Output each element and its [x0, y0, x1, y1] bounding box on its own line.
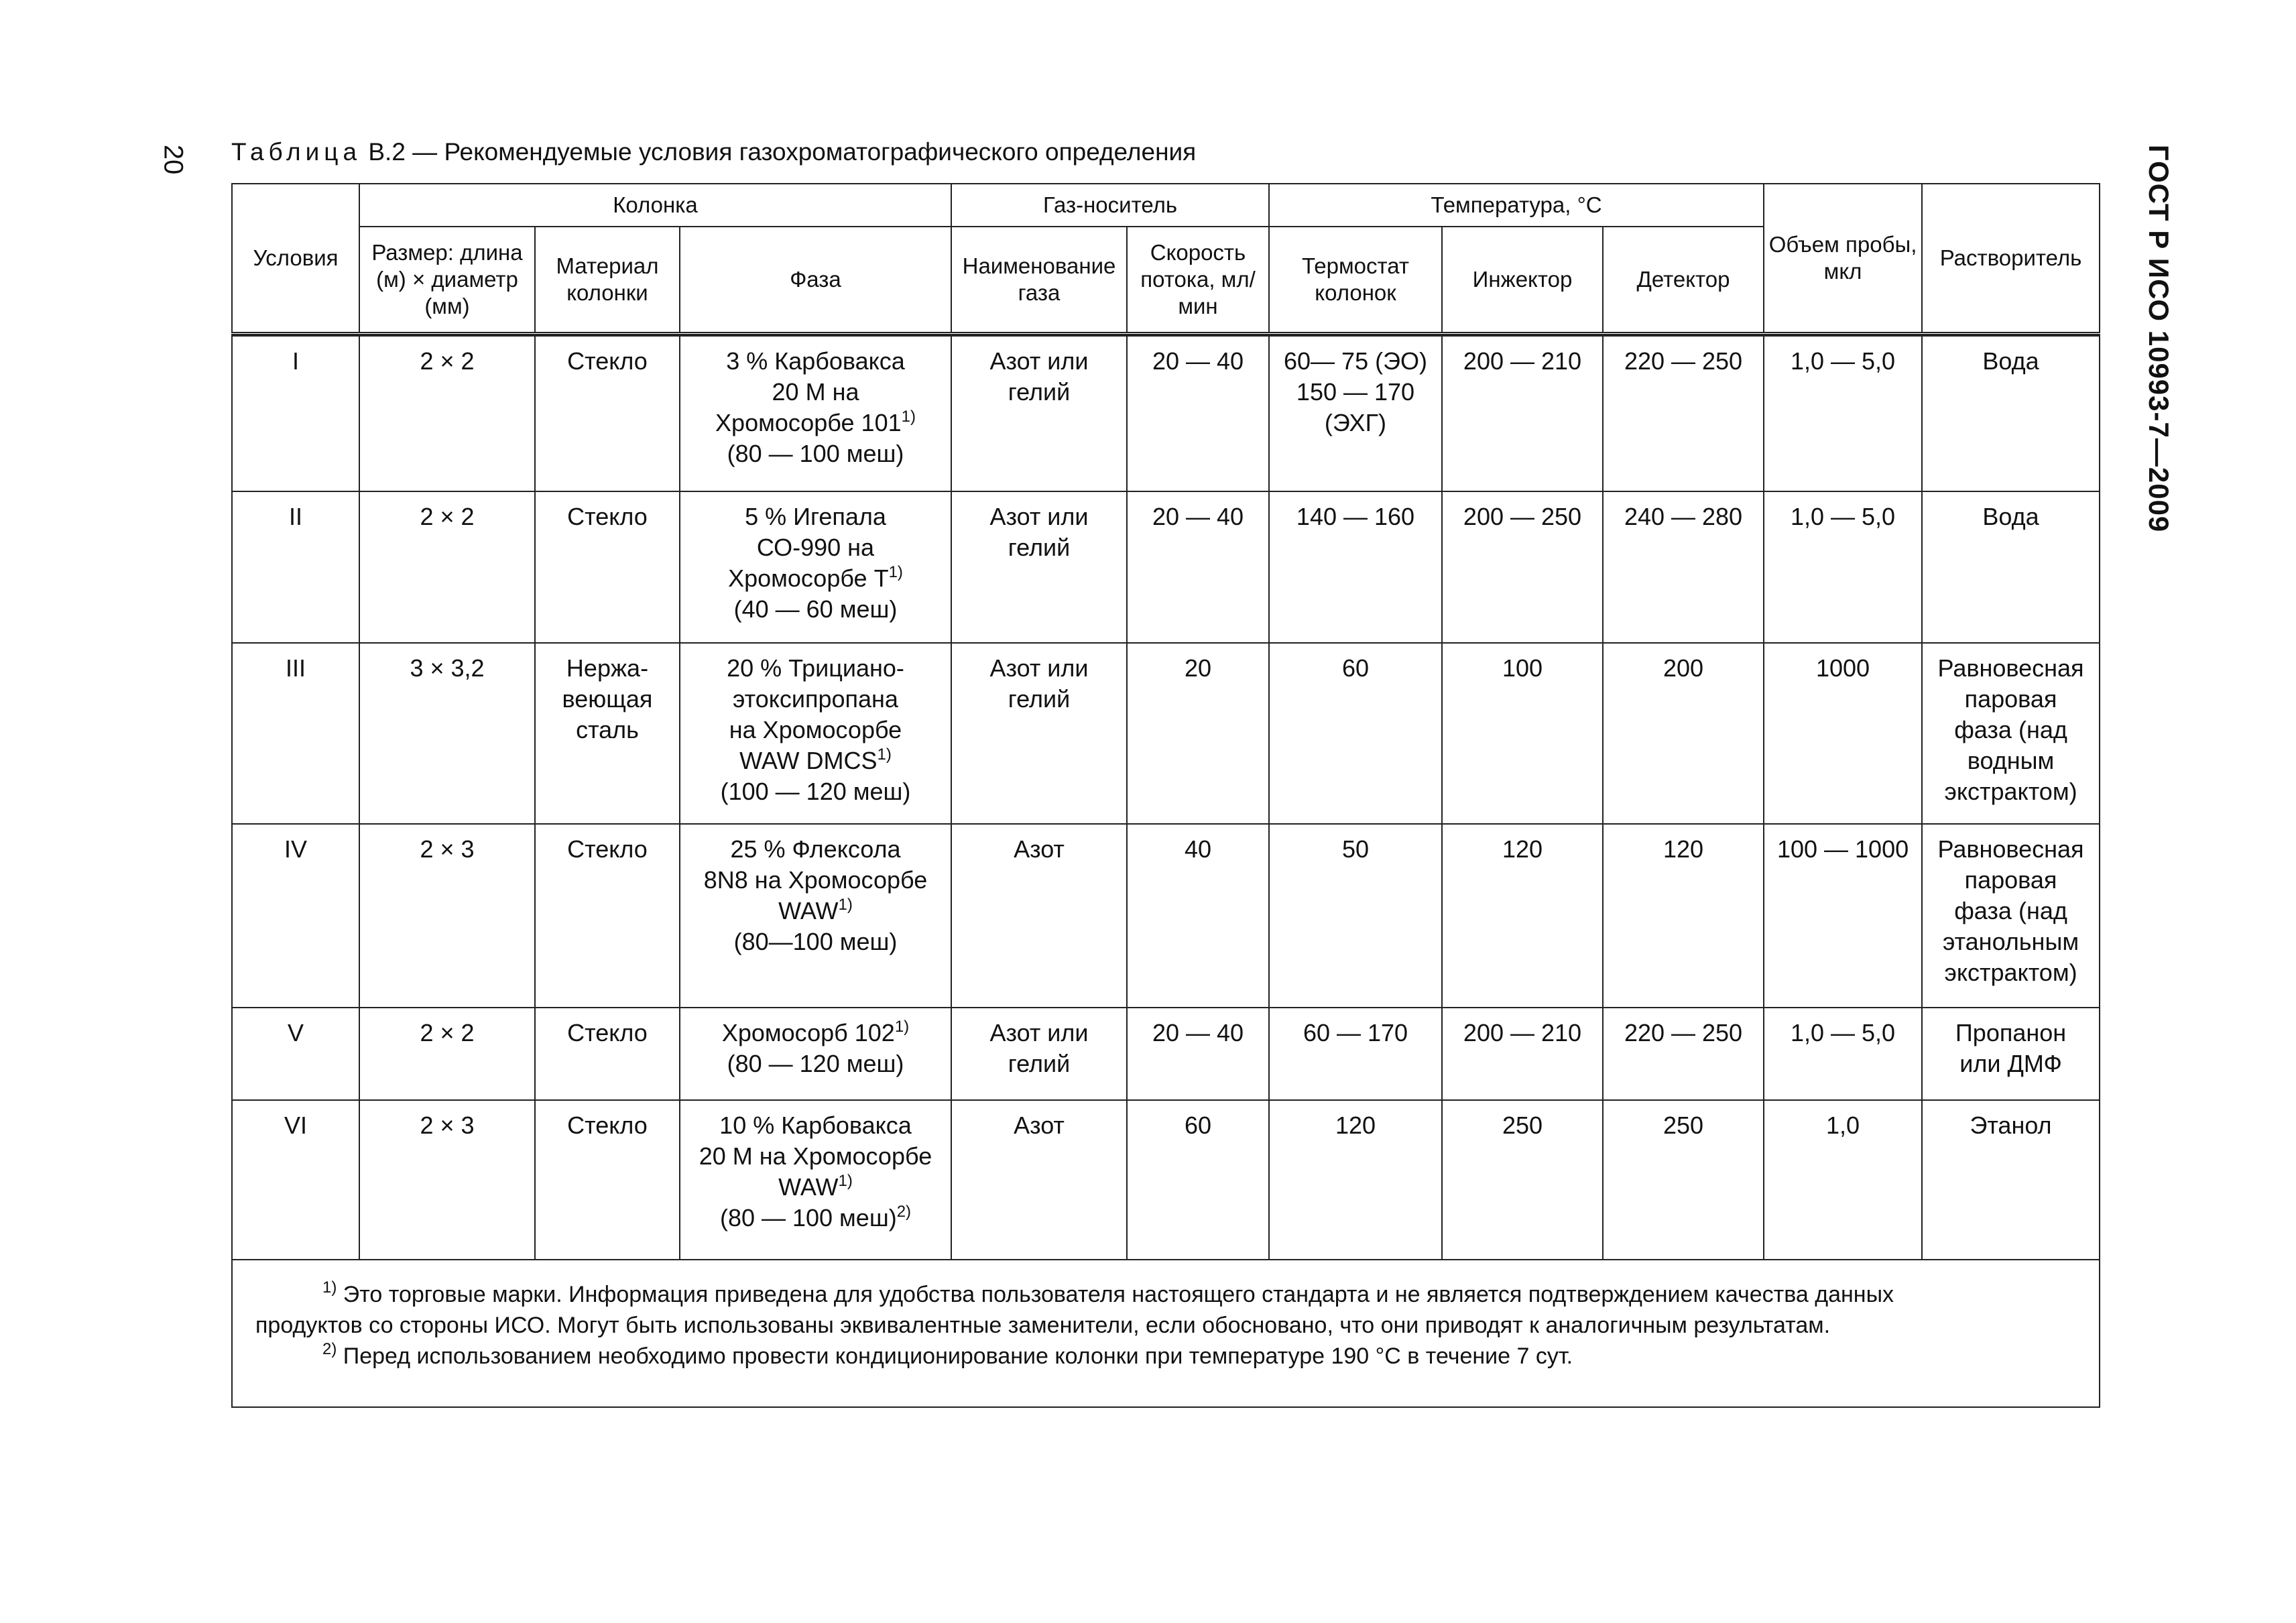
cell-gas: Азот или гелий	[951, 1008, 1127, 1100]
cell-sample-volume: 1,0 — 5,0	[1764, 1008, 1922, 1100]
cell-size: 2 × 2	[359, 1008, 535, 1100]
header-phase: Фаза	[680, 227, 951, 334]
header-temperature-group: Температура, °С	[1269, 184, 1764, 227]
footnotes-row	[232, 1260, 2100, 1407]
cell-sample-volume: 100 — 1000	[1764, 824, 1922, 1008]
caption-prefix: Таблица	[231, 138, 362, 166]
cell-injector: 200 — 210	[1442, 336, 1603, 491]
cell-material: Стекло	[535, 336, 680, 491]
cell-solvent: Вода	[1922, 491, 2100, 643]
document-code: ГОСТ Р ИСО 10993-7—2009	[2143, 144, 2175, 533]
cell-thermostat: 60 — 170	[1269, 1008, 1442, 1100]
cell-size: 3 × 3,2	[359, 643, 535, 824]
cell-solvent: Вода	[1922, 336, 2100, 491]
header-column-group: Колонка	[359, 184, 951, 227]
cell-thermostat: 60— 75 (ЭО) 150 — 170 (ЭХГ)	[1269, 336, 1442, 491]
cell-flow-rate: 20 — 40	[1127, 336, 1269, 491]
header-thermostat: Термостат колонок	[1269, 227, 1442, 334]
footnote-ref: 1)	[888, 563, 903, 581]
cell-thermostat: 60	[1269, 643, 1442, 824]
cell-flow-rate: 20	[1127, 643, 1269, 824]
cell-solvent: Этанол	[1922, 1100, 2100, 1260]
cell-phase: 10 % Карбовакса 20 М на Хромосорбе WAW$^{1)}$ (80 — 100 меш)$^{2)}$	[680, 1100, 951, 1260]
footnote-ref: 1)	[877, 745, 892, 764]
cell-gas: Азот или гелий	[951, 643, 1127, 824]
cell-material: Стекло	[535, 491, 680, 643]
footnote-1-continued: продуктов со стороны ИСО. Могут быть использованы эквивалентные заменители, если обосновано, что они приводят к аналогичным результатам.	[255, 1313, 1831, 1338]
cell-conditions: IV	[232, 824, 359, 1008]
footnote-ref: 2)	[896, 1203, 912, 1221]
footnote-2: $^{2)}$ Перед использованием необходимо провести кондиционирование колонки при температуре 190 °С в течение 7 сут.	[322, 1340, 1573, 1369]
cell-phase: 3 % Карбовакса 20 М на Хромосорбе 101$^{1)}$ (80 — 100 меш)	[680, 336, 951, 491]
caption-text: В.2 — Рекомендуемые условия газохроматографического определения	[361, 138, 1197, 166]
cell-flow-rate: 20 — 40	[1127, 491, 1269, 643]
cell-detector: 200	[1603, 643, 1764, 824]
header-detector: Детектор	[1603, 227, 1764, 334]
cell-sample-volume: 1,0	[1764, 1100, 1922, 1260]
cell-sample-volume: 1,0 — 5,0	[1764, 336, 1922, 491]
table-row	[232, 643, 2100, 824]
cell-size: 2 × 2	[359, 491, 535, 643]
footnote-ref: 1)	[838, 1172, 853, 1190]
cell-phase: 25 % Флексола 8N8 на Хромосорбе WAW$^{1)}$ (80—100 меш)	[680, 824, 951, 1008]
header-solvent: Растворитель	[1922, 184, 2100, 334]
cell-phase: 20 % Трициано- этоксипропана на Хромосорбе WAW DMCS$^{1)}$ (100 — 120 меш)	[680, 643, 951, 824]
cell-phase: 5 % Игепала СО-990 на Хромосорбе $Т^{1)}$ (40 — 60 меш)	[680, 491, 951, 643]
cell-gas: Азот	[951, 1100, 1127, 1260]
cell-injector: 100	[1442, 643, 1603, 824]
header-gas-group: Газ-носитель	[951, 184, 1269, 227]
table-row	[232, 1008, 2100, 1100]
header-size: Размер: длина (м) × диаметр (мм)	[359, 227, 535, 334]
cell-conditions: VI	[232, 1100, 359, 1260]
table-row	[232, 336, 2100, 491]
cell-conditions: II	[232, 491, 359, 643]
cell-conditions: I	[232, 336, 359, 491]
cell-flow-rate: 60	[1127, 1100, 1269, 1260]
cell-detector: 120	[1603, 824, 1764, 1008]
page-number: 20	[158, 144, 188, 175]
cell-flow-rate: 20 — 40	[1127, 1008, 1269, 1100]
cell-injector: 200 — 210	[1442, 1008, 1603, 1100]
cell-solvent: Равновесная паровая фаза (над этанольным экстрактом)	[1922, 824, 2100, 1008]
table-row	[232, 491, 2100, 643]
cell-conditions: III	[232, 643, 359, 824]
cell-detector: 240 — 280	[1603, 491, 1764, 643]
cell-detector: 220 — 250	[1603, 336, 1764, 491]
cell-thermostat: 120	[1269, 1100, 1442, 1260]
cell-sample-volume: 1,0 — 5,0	[1764, 491, 1922, 643]
footnote-1: $^{1)}$ Это торговые марки. Информация приведена для удобства пользователя настоящего стандарта и не является подтверждением качества данных	[322, 1278, 1894, 1307]
cell-conditions: V	[232, 1008, 359, 1100]
cell-thermostat: 140 — 160	[1269, 491, 1442, 643]
cell-size: 2 × 3	[359, 1100, 535, 1260]
cell-solvent: Равновесная паровая фаза (над водным экстрактом)	[1922, 643, 2100, 824]
cell-gas: Азот или гелий	[951, 336, 1127, 491]
header-material: Материал колонки	[535, 227, 680, 334]
cell-injector: 120	[1442, 824, 1603, 1008]
cell-injector: 200 — 250	[1442, 491, 1603, 643]
cell-gas: Азот или гелий	[951, 491, 1127, 643]
footnote-ref: 1)	[838, 896, 853, 914]
header-sample-volume: Объем пробы, мкл	[1764, 184, 1922, 334]
cell-material: Стекло	[535, 1008, 680, 1100]
footnote-ref: 1)	[894, 1018, 910, 1036]
cell-detector: 220 — 250	[1603, 1008, 1764, 1100]
header-flow-rate: Скорость потока, мл/мин	[1127, 227, 1269, 334]
footnote-ref: 1)	[901, 408, 916, 426]
header-row-groups	[232, 184, 2100, 227]
header-conditions: Условия	[232, 184, 359, 334]
cell-material: Стекло	[535, 824, 680, 1008]
cell-solvent: Пропанон или ДМФ	[1922, 1008, 2100, 1100]
table-caption	[231, 138, 1196, 166]
cell-gas: Азот	[951, 824, 1127, 1008]
table-row	[232, 824, 2100, 1008]
cell-material: Нержа- веющая сталь	[535, 643, 680, 824]
footnotes	[232, 1260, 2100, 1407]
header-gas-name: Наименование газа	[951, 227, 1127, 334]
header-injector: Инжектор	[1442, 227, 1603, 334]
cell-size: 2 × 3	[359, 824, 535, 1008]
cell-flow-rate: 40	[1127, 824, 1269, 1008]
cell-thermostat: 50	[1269, 824, 1442, 1008]
cell-detector: 250	[1603, 1100, 1764, 1260]
cell-material: Стекло	[535, 1100, 680, 1260]
cell-size: 2 × 2	[359, 336, 535, 491]
cell-phase: Хромосорб 102$^{1)}$ (80 — 120 меш)	[680, 1008, 951, 1100]
gc-conditions-table	[231, 183, 2100, 1408]
cell-injector: 250	[1442, 1100, 1603, 1260]
table-row	[232, 1100, 2100, 1260]
cell-sample-volume: 1000	[1764, 643, 1922, 824]
